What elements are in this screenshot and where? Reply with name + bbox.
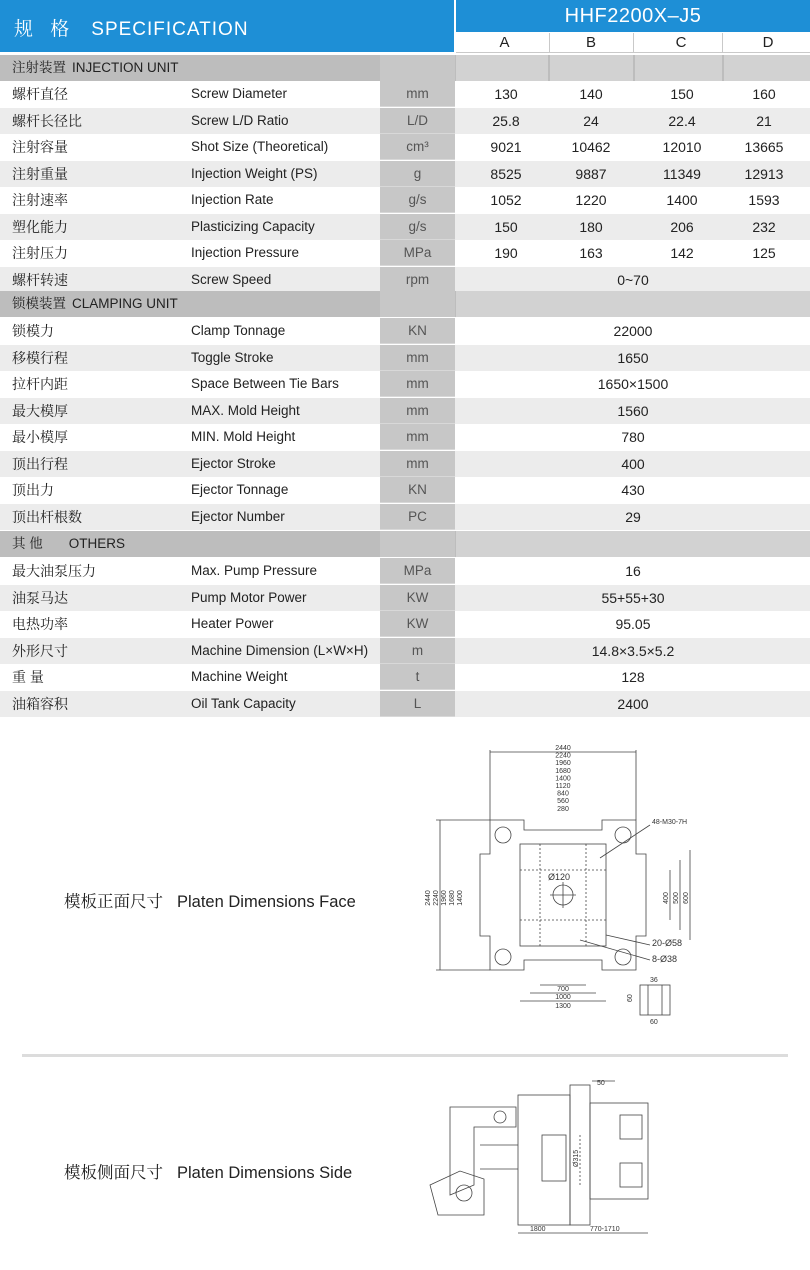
drawing-divider <box>22 1054 788 1057</box>
spec-value: 1052 <box>490 192 522 208</box>
spec-label-en: Injection Pressure <box>191 245 300 260</box>
spec-value: 430 <box>621 482 645 498</box>
spec-label-cn: 最大模厚 <box>12 402 68 419</box>
spec-value: 128 <box>621 669 645 685</box>
section-label-cn: 其 他 <box>12 536 43 551</box>
spec-value: 190 <box>494 245 518 261</box>
spec-value: 29 <box>625 508 641 525</box>
spec-value: 1400 <box>666 192 698 208</box>
spec-label-cn: 移模行程 <box>12 349 68 366</box>
section-label <box>12 55 179 81</box>
platen-side-caption-en: Platen Dimensions Side <box>177 1164 353 1182</box>
spec-unit: rpm <box>380 267 455 293</box>
spec-label-en: Injection Rate <box>191 192 274 207</box>
spec-label-cn: 电热功率 <box>12 616 68 632</box>
spec-value: 13665 <box>744 139 784 155</box>
section-cell <box>550 55 633 81</box>
face-left-dimension: 1680 <box>449 890 456 906</box>
spec-value: 180 <box>579 218 603 235</box>
face-left-dimension: 1960 <box>441 890 448 906</box>
face-left-dimension: 2240 <box>433 890 440 906</box>
spec-row <box>0 161 810 187</box>
spec-label-en: Screw Speed <box>191 271 272 287</box>
spec-unit: MPa <box>380 240 455 266</box>
spec-value: 2400 <box>617 695 649 712</box>
face-top-dimension: 1120 <box>555 783 571 790</box>
spec-value: 206 <box>670 218 694 235</box>
spec-row <box>0 638 810 664</box>
spec-unit: g <box>380 161 455 187</box>
spec-header <box>0 0 454 52</box>
spec-row <box>0 345 810 371</box>
spec-label-en: Ejector Tonnage <box>191 482 289 497</box>
spec-row <box>0 477 810 503</box>
spec-unit: cm³ <box>380 134 455 160</box>
spec-label-cn: 塑化能力 <box>12 218 68 235</box>
section-others <box>0 531 810 557</box>
section-cell <box>724 55 810 81</box>
spec-row <box>0 240 810 266</box>
platen-side-caption <box>64 1159 352 1183</box>
spec-label-en: Oil Tank Capacity <box>191 695 296 711</box>
spec-value: 9021 <box>490 139 522 155</box>
spec-label-cn: 注射速率 <box>12 192 68 208</box>
section-label-en: INJECTION UNIT <box>72 60 179 75</box>
section-cell <box>635 55 722 81</box>
face-top-dimension: 2240 <box>555 752 571 760</box>
spec-label-en: Injection Weight (PS) <box>191 165 318 181</box>
spec-label-cn: 外形尺寸 <box>12 642 68 659</box>
spec-value: 1650×1500 <box>597 376 669 392</box>
spec-label-en: Screw Diameter <box>191 86 288 101</box>
column-header-d: D <box>762 34 774 51</box>
face-thread-label: 48-M30-7H <box>652 819 688 826</box>
spec-row <box>0 585 810 611</box>
platen-side-drawing <box>420 1075 680 1240</box>
spec-unit: KW <box>380 585 455 611</box>
spec-unit: KW <box>380 611 455 637</box>
spec-label-cn: 注射重量 <box>12 165 68 182</box>
spec-unit: L <box>380 691 455 717</box>
spec-label-en: Machine Weight <box>191 669 288 684</box>
face-hole-label: 8-Ø38 <box>652 954 678 964</box>
section-clamping-unit <box>0 291 810 317</box>
section-label-en: CLAMPING UNIT <box>72 296 178 311</box>
platen-face-caption-cn: 模板正面尺寸 <box>64 893 163 911</box>
spec-value: 150 <box>494 218 518 235</box>
spec-label-en: Heater Power <box>191 616 274 631</box>
column-divider <box>722 33 723 52</box>
spec-value: 1220 <box>575 192 607 208</box>
spec-label-en: Space Between Tie Bars <box>191 376 339 391</box>
section-label-cn: 锁模装置 <box>12 296 66 311</box>
spec-label-cn: 锁模力 <box>12 323 54 339</box>
face-left-dimension: 1400 <box>457 890 464 906</box>
spec-value: 1560 <box>617 402 649 419</box>
section-unit-cell <box>380 55 455 81</box>
spec-label-cn: 重 量 <box>12 669 44 685</box>
section-cell <box>456 291 810 317</box>
spec-label-cn: 顶出杆根数 <box>12 508 82 525</box>
spec-label-en: Max. Pump Pressure <box>191 563 318 578</box>
spec-value: 95.05 <box>615 616 651 632</box>
spec-unit: mm <box>380 345 455 371</box>
section-unit-cell <box>380 531 455 557</box>
spec-value: 0~70 <box>617 271 649 288</box>
spec-unit: g/s <box>380 214 455 240</box>
spec-value: 1650 <box>617 349 649 366</box>
spec-value: 150 <box>670 86 694 102</box>
spec-row <box>0 267 810 293</box>
spec-unit: mm <box>380 81 455 107</box>
spec-unit: MPa <box>380 558 455 584</box>
spec-value: 55+55+30 <box>601 589 665 606</box>
spec-row <box>0 187 810 213</box>
spec-label-cn: 拉杆内距 <box>12 376 68 392</box>
platen-face-caption <box>64 888 356 912</box>
spec-value: 22000 <box>613 323 653 339</box>
column-header-a: A <box>499 34 510 51</box>
spec-value: 1593 <box>748 192 780 208</box>
face-top-dimension: 560 <box>557 798 569 806</box>
face-top-dimension: 2440 <box>555 745 571 752</box>
spec-label-cn: 顶出行程 <box>12 455 68 472</box>
spec-label-cn: 螺杆长径比 <box>12 112 82 129</box>
spec-unit: PC <box>380 504 455 530</box>
spec-row <box>0 558 810 584</box>
spec-value: 400 <box>621 455 645 472</box>
face-right-dimension: 600 <box>683 892 690 904</box>
spec-row <box>0 214 810 240</box>
side-dimension: 1800 <box>530 1226 546 1233</box>
spec-unit: mm <box>380 424 455 450</box>
spec-unit: KN <box>380 477 455 503</box>
spec-label-en: Pump Motor Power <box>191 589 307 605</box>
spec-label-en: Machine Dimension (L×W×H) <box>191 642 369 658</box>
face-left-dimension: 2440 <box>425 890 432 906</box>
spec-unit: m <box>380 638 455 664</box>
spec-value: 21 <box>756 112 772 129</box>
spec-label-cn: 螺杆转速 <box>12 271 68 288</box>
face-bottom-dimension: 1300 <box>555 1003 571 1010</box>
spec-row <box>0 611 810 637</box>
spec-value: 25.8 <box>492 112 520 129</box>
section-injection-unit <box>0 55 810 81</box>
section-unit-cell <box>380 291 455 317</box>
spec-row <box>0 398 810 424</box>
spec-label-en: MAX. Mold Height <box>191 402 300 418</box>
side-dimension: 770-1710 <box>590 1226 620 1233</box>
spec-title-en: SPECIFICATION <box>91 19 249 40</box>
header-rule <box>456 52 810 53</box>
spec-label-cn: 油泵马达 <box>12 589 68 606</box>
spec-value: 163 <box>579 245 603 261</box>
spec-value: 16 <box>625 563 641 579</box>
platen-face-drawing <box>400 740 730 1030</box>
face-detail-dimension: 60 <box>627 994 634 1002</box>
platen-side-outline <box>430 1081 648 1233</box>
spec-row <box>0 134 810 160</box>
spec-unit: t <box>380 664 455 690</box>
face-bottom-dimension: 700 <box>557 986 569 993</box>
spec-value: 24 <box>583 112 599 129</box>
face-center-hole-label: Ø120 <box>548 872 571 882</box>
platen-side-caption-cn: 模板侧面尺寸 <box>64 1164 163 1182</box>
spec-value: 11349 <box>663 165 701 182</box>
spec-value: 130 <box>494 86 518 102</box>
section-label-en: OTHERS <box>68 536 126 551</box>
platen-face-labels <box>425 745 690 1026</box>
section-cell <box>456 55 548 81</box>
spec-label-en: Clamp Tonnage <box>191 323 286 338</box>
section-label <box>12 291 178 317</box>
section-cell <box>456 531 810 557</box>
spec-label-en: Screw L/D Ratio <box>191 112 289 128</box>
spec-title-cn: 规 格 <box>14 19 76 40</box>
spec-value: 780 <box>621 429 645 445</box>
spec-label-en: Shot Size (Theoretical) <box>191 139 329 154</box>
spec-value: 232 <box>752 218 776 235</box>
spec-value: 125 <box>752 245 776 261</box>
face-right-dimension: 400 <box>663 892 670 904</box>
spec-row <box>0 318 810 344</box>
spec-value: 22.4 <box>668 112 696 129</box>
spec-value: 14.8×3.5×5.2 <box>591 642 675 659</box>
face-bottom-dimension: 1000 <box>555 994 571 1001</box>
face-top-dimension: 280 <box>557 805 569 813</box>
spec-value: 8525 <box>490 165 522 182</box>
spec-row <box>0 691 810 717</box>
spec-label-cn: 注射压力 <box>12 245 68 261</box>
spec-label-cn: 顶出力 <box>12 482 54 498</box>
spec-value: 160 <box>752 86 776 102</box>
spec-value: 142 <box>670 245 694 261</box>
face-top-dimension: 1960 <box>555 760 571 768</box>
column-divider <box>633 33 634 52</box>
spec-label-cn: 油箱容积 <box>12 695 68 712</box>
face-hole-label: 20-Ø58 <box>652 938 683 948</box>
spec-row <box>0 424 810 450</box>
column-header-c: C <box>675 34 687 51</box>
model-name: HHF2200X–J5 <box>456 0 810 32</box>
platen-face-caption-en: Platen Dimensions Face <box>177 893 356 911</box>
spec-unit: mm <box>380 371 455 397</box>
spec-label-cn: 注射容量 <box>12 139 68 155</box>
face-top-dimension: 840 <box>557 790 569 798</box>
spec-label-en: Toggle Stroke <box>191 349 274 365</box>
spec-title <box>14 14 249 41</box>
section-label <box>12 531 125 557</box>
spec-row <box>0 81 810 107</box>
spec-row <box>0 108 810 134</box>
spec-row <box>0 451 810 477</box>
spec-value: 10462 <box>571 139 611 155</box>
face-detail-dimension: 36 <box>650 977 658 984</box>
spec-row <box>0 664 810 690</box>
spec-label-cn: 螺杆直径 <box>12 86 68 102</box>
spec-unit: mm <box>380 398 455 424</box>
spec-value: 9887 <box>575 165 607 182</box>
spec-value: 140 <box>579 86 603 102</box>
spec-value: 12913 <box>744 165 784 182</box>
spec-unit: g/s <box>380 187 455 213</box>
face-right-dimension: 500 <box>673 892 680 904</box>
spec-unit: L/D <box>380 108 455 134</box>
face-detail-dimension: 60 <box>650 1019 658 1026</box>
spec-label-en: Ejector Number <box>191 508 285 524</box>
column-header-b: B <box>585 34 596 51</box>
spec-label-en: Ejector Stroke <box>191 455 276 471</box>
spec-row <box>0 504 810 530</box>
spec-value: 12010 <box>662 139 702 155</box>
section-label-cn: 注射装置 <box>12 60 66 75</box>
spec-label-cn: 最大油泵压力 <box>12 563 96 579</box>
spec-row <box>0 371 810 397</box>
side-dimension: Ø315 <box>573 1149 580 1167</box>
spec-label-cn: 最小模厚 <box>12 429 68 445</box>
spec-label-en: Plasticizing Capacity <box>191 218 315 234</box>
face-top-dimension: 1680 <box>555 767 571 775</box>
side-dimension: 50 <box>597 1080 605 1087</box>
spec-label-en: MIN. Mold Height <box>191 429 296 444</box>
spec-unit: KN <box>380 318 455 344</box>
face-top-dimension: 1400 <box>555 775 571 783</box>
spec-unit: mm <box>380 451 455 477</box>
